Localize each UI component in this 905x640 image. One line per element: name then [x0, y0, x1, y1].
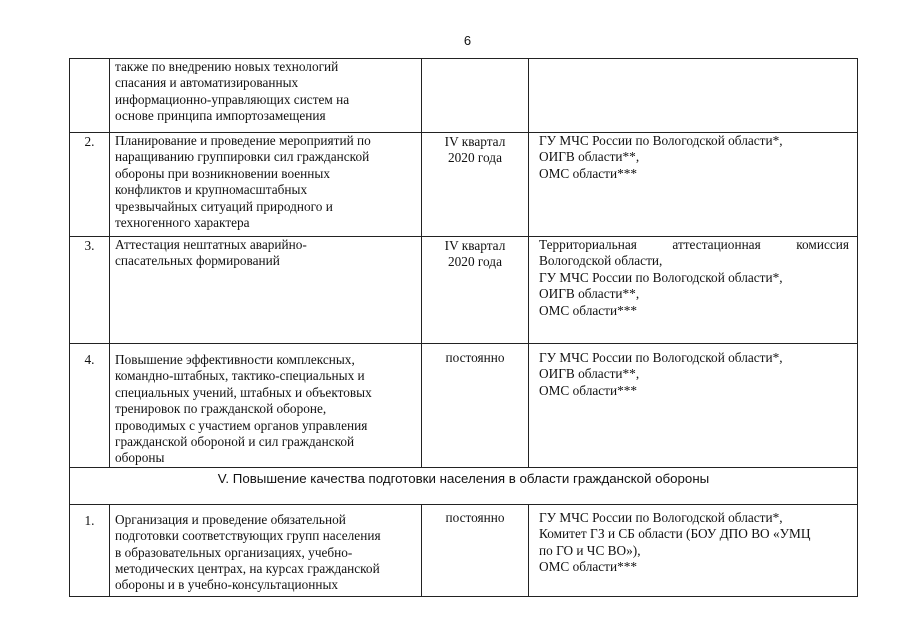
responsible-cell: Территориальная аттестационная комиссия Вологодской области, ГУ МЧС России по Вологодской области*, ОИГВ области**, ОМС области*** [529, 237, 858, 344]
responsible-cell [529, 59, 858, 133]
row-number: 1. [70, 504, 110, 596]
term-cell: IV квартал 2020 года [422, 133, 529, 237]
responsible-cell: ГУ МЧС России по Вологодской области*, ОИГВ области**, ОМС области*** [529, 133, 858, 237]
activity-cell: Организация и проведение обязательной подготовки соответствующих групп населения в образовательных организациях, учебно- методических центрах, на курсах гражданской обороны и в учебно-консультационных [110, 504, 422, 596]
row-number: 4. [70, 344, 110, 468]
activity-cell: Повышение эффективности комплексных, командно-штабных, тактико-специальных и специальных учений, штабных и объектовых тренировок по гражданской обороне, проводимых с участием органов управления гражданской обороной и сил гражданской обороны [110, 344, 422, 468]
responsible-cell: ГУ МЧС России по Вологодской области*, ОИГВ области**, ОМС области*** [529, 344, 858, 468]
row-number: 3. [70, 237, 110, 344]
row-number: 2. [70, 133, 110, 237]
term-cell: IV квартал 2020 года [422, 237, 529, 344]
term-cell [422, 59, 529, 133]
table-row-1 [70, 504, 858, 596]
section-header-row [70, 467, 858, 504]
activity-cell: также по внедрению новых технологий спасания и автоматизированных информационно-управляющих систем на основе принципа импортозамещения [110, 59, 422, 133]
responsible-cell: ГУ МЧС России по Вологодской области*, Комитет ГЗ и СБ области (БОУ ДПО ВО «УМЦ по ГО и ЧС ВО»), ОМС области*** [529, 504, 858, 596]
activity-cell: Планирование и проведение мероприятий по наращиванию группировки сил гражданской обороны при возникновении военных конфликтов и крупномасштабных чрезвычайных ситуаций природного и техногенного характера [110, 133, 422, 237]
page-number: 6 [463, 33, 472, 48]
term-cell: постоянно [422, 504, 529, 596]
term-cell: постоянно [422, 344, 529, 468]
measures-table [69, 58, 858, 597]
table-row-continuation [70, 59, 858, 133]
row-number [70, 59, 110, 133]
activity-cell: Аттестация нештатных аварийно- спасательных формирований [110, 237, 422, 344]
table-row-2 [70, 133, 858, 237]
section-title: V. Повышение качества подготовки населения в области гражданской обороны [70, 467, 858, 504]
table-row-4 [70, 344, 858, 468]
table-row-3 [70, 237, 858, 344]
